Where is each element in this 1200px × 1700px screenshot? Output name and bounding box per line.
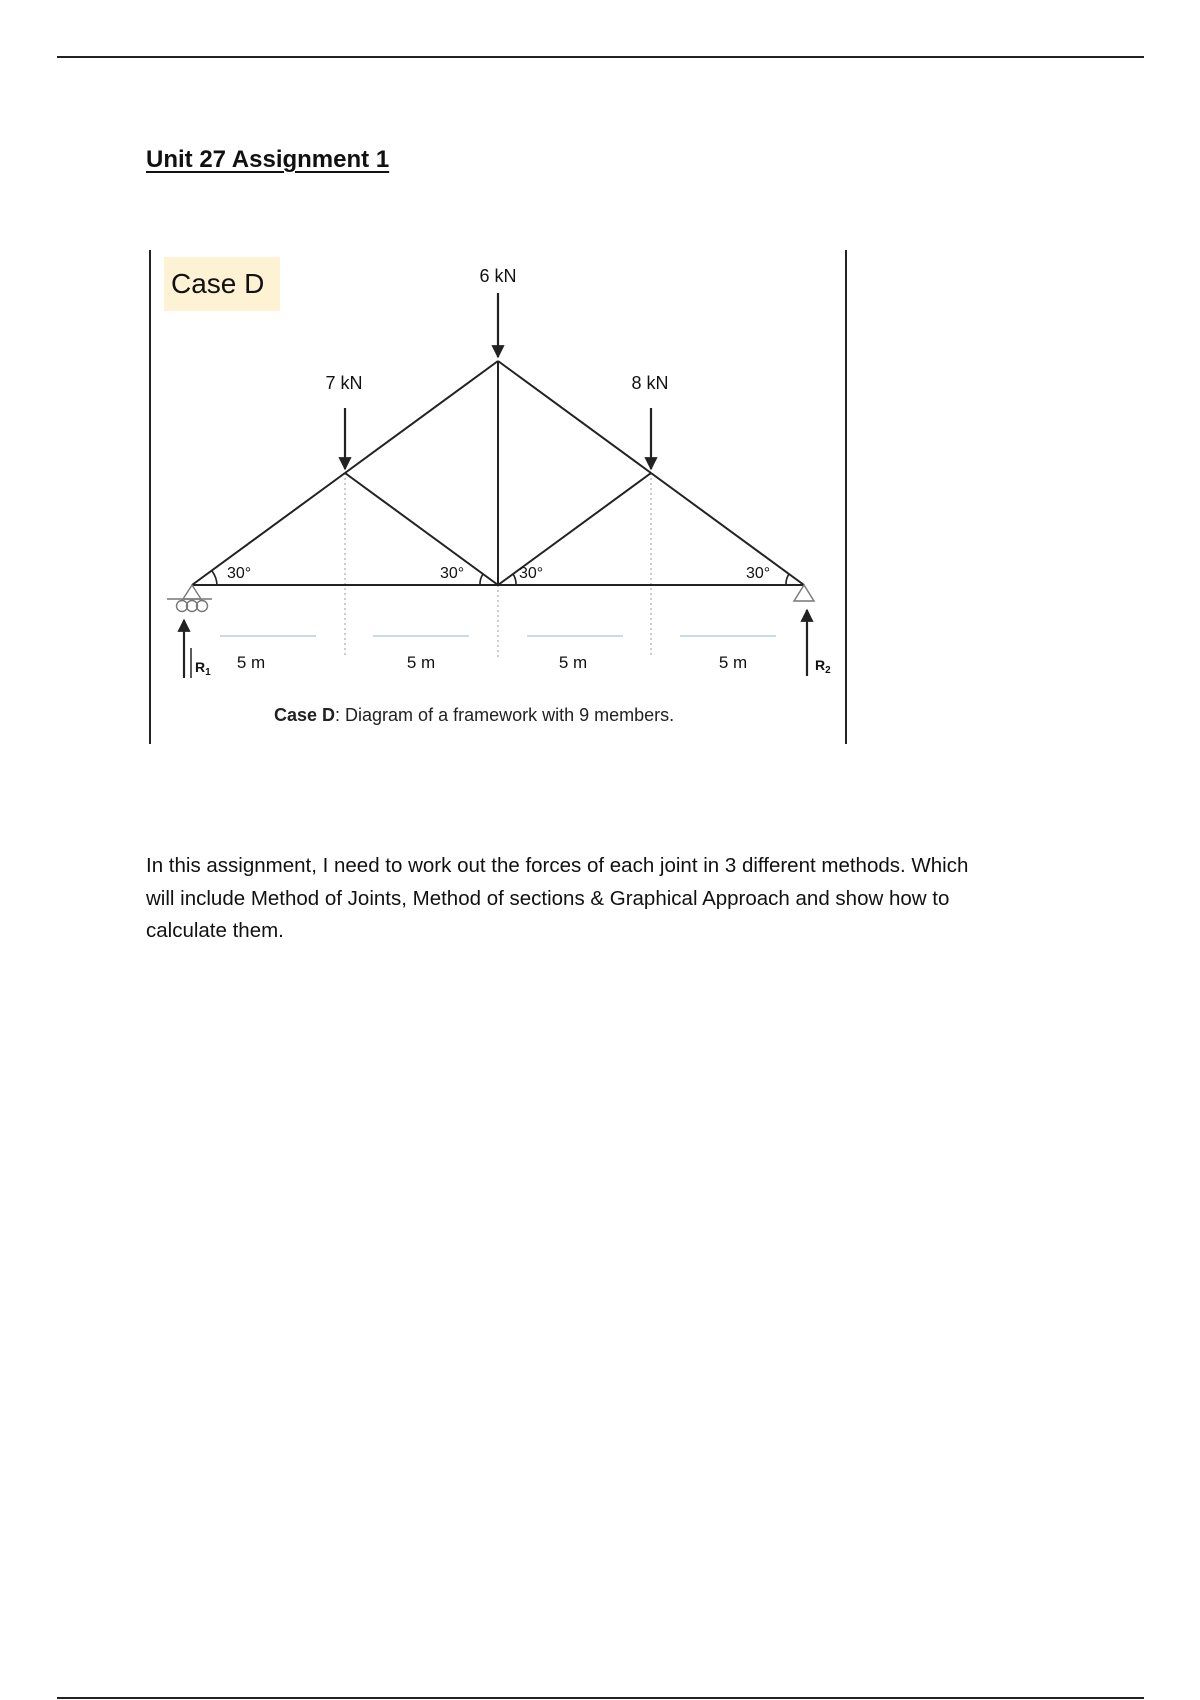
angle-arc-2 <box>480 574 483 585</box>
load-label-left: 7 kN <box>325 373 363 393</box>
pin-support <box>794 585 814 601</box>
angle-label-1: 30° <box>227 565 252 582</box>
member-left-rafter-upper <box>345 361 498 473</box>
angle-arc-3 <box>513 574 516 585</box>
body-line-3: calculate them. <box>146 919 284 942</box>
angle-arc-1 <box>212 571 217 585</box>
angle-label-3: 30° <box>519 565 544 582</box>
body-line-1: In this assignment, I need to work out the forces of each joint in 3 different methods. Which <box>146 854 969 877</box>
reaction-label-left: $R_1$ <box>195 659 211 678</box>
case-label: Case D <box>171 268 265 299</box>
truss-diagram <box>148 248 850 745</box>
footer-rule <box>57 1697 1144 1699</box>
load-label-right: 8 kN <box>631 373 669 393</box>
header-rule <box>57 56 1144 58</box>
page-title: Unit 27 Assignment 1 <box>146 146 390 173</box>
assignment-description <box>146 850 1086 948</box>
angle-arc-4 <box>786 574 789 585</box>
figure-caption: Case D: Diagram of a framework with 9 members. <box>274 705 675 725</box>
reaction-label-right: $R_2$ <box>815 657 831 676</box>
roller-support <box>167 585 212 612</box>
angle-label-4: 30° <box>746 565 771 582</box>
member-right-rafter-lower <box>651 473 804 585</box>
span-label-1: 5 m <box>236 653 266 672</box>
span-label-2: 5 m <box>406 653 436 672</box>
span-label-4: 5 m <box>718 653 748 672</box>
load-label-top: 6 kN <box>479 266 517 286</box>
angle-label-2: 30° <box>440 565 465 582</box>
member-left-diagonal <box>345 473 498 585</box>
body-line-2: will include Method of Joints, Method of sections & Graphical Approach and show how to <box>146 886 950 910</box>
member-right-rafter-upper <box>498 361 651 473</box>
span-label-3: 5 m <box>558 653 588 672</box>
member-left-rafter-lower <box>192 473 345 585</box>
